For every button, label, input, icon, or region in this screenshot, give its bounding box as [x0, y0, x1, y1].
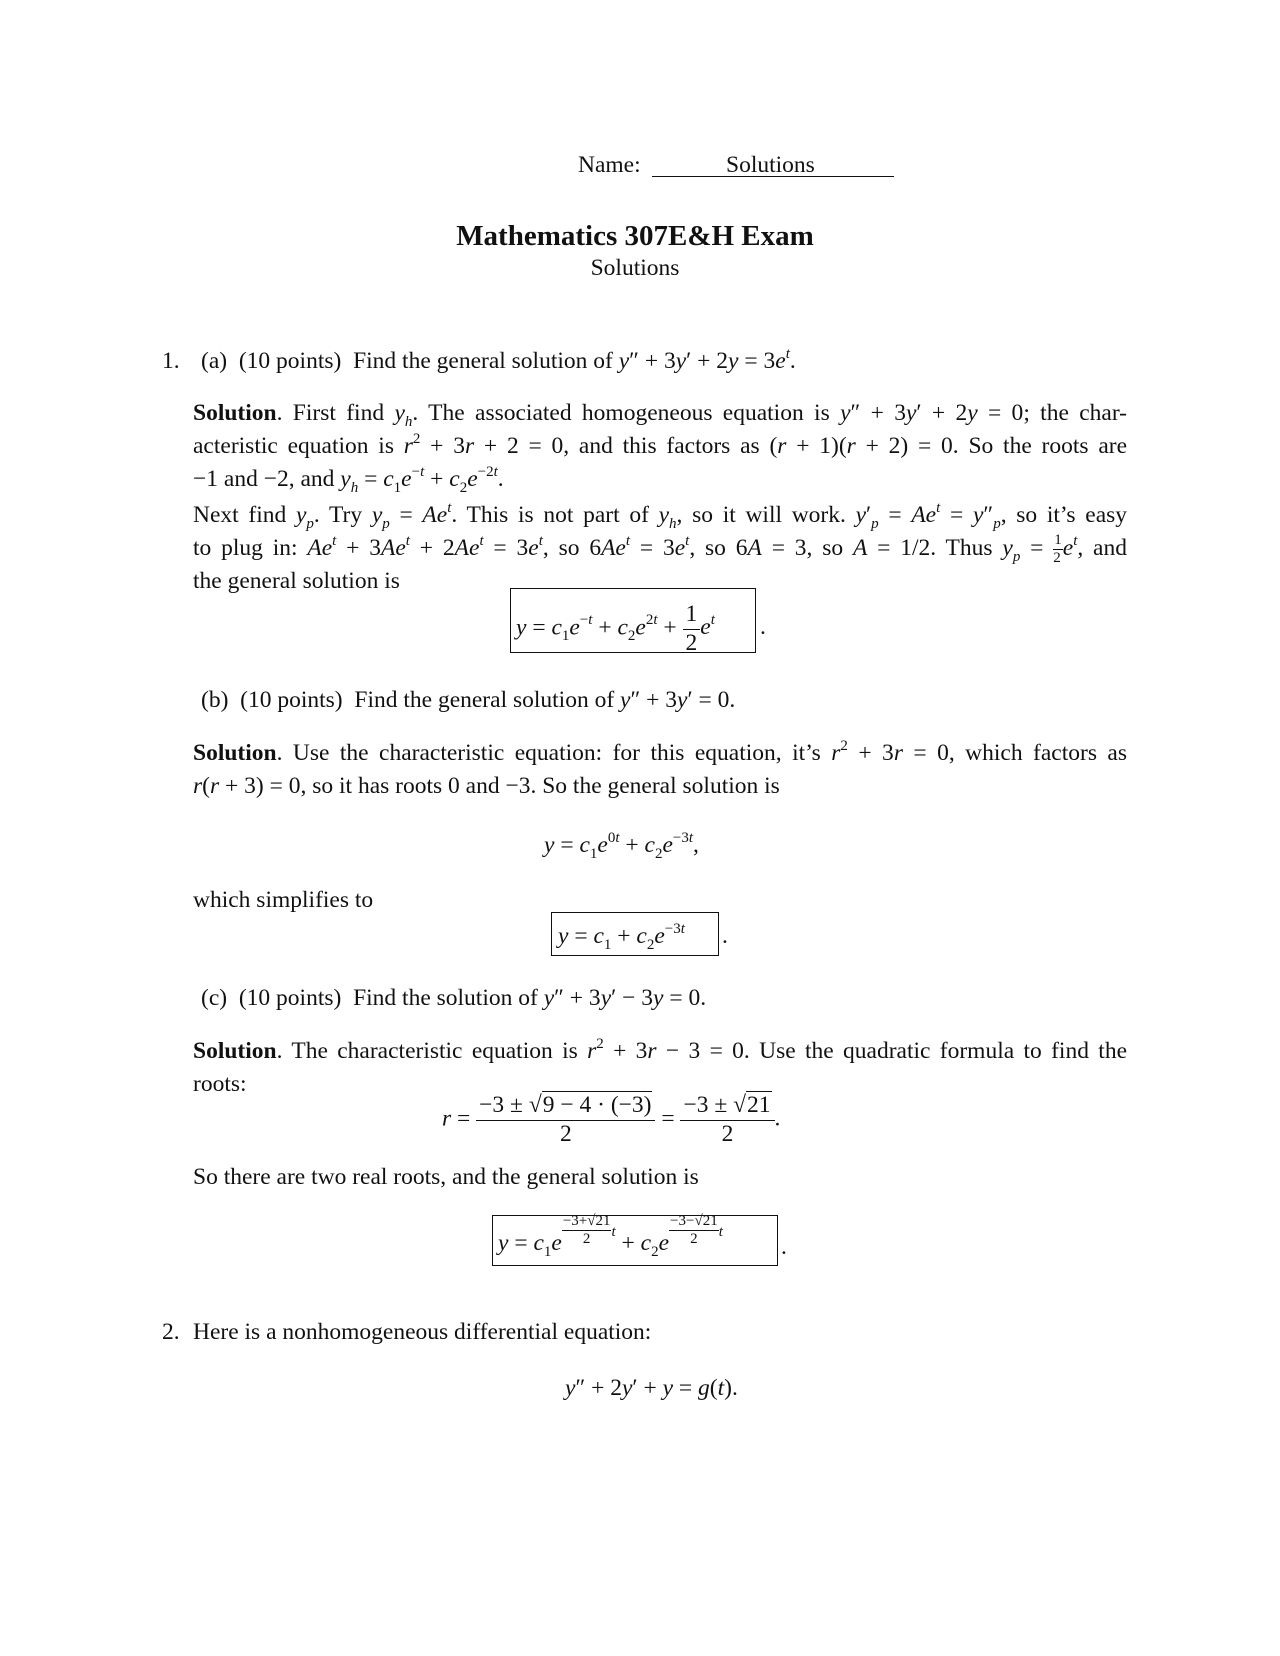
q1c-quadratic-formula: r = $\frac{-3 \pm √9 - 4 \cdot (-3)}{2}$ = $\frac{-3 \pm √21}{2}$ . — [442, 1092, 781, 1147]
q1b-prompt: Find the general solution of — [354, 687, 615, 713]
q1a-text: , so — [689, 535, 726, 561]
q1a-text: , so it will work. — [676, 502, 846, 528]
q1c-answer: $y = c_1e$ $\frac{-3+√21}{2}$ $t + c_2e$ $\frac{-3-√21}{2}$ t — [498, 1213, 723, 1260]
q1b-text: , so it has roots 0 and — [300, 773, 500, 799]
q1a-text: Next find — [193, 502, 287, 528]
q1b-answer: $y = c_1 + c_2e^{-3t}$ — [558, 921, 685, 953]
q1b-prompt-line: (b) (10 points) Find the general solution of y″ + 3y′ = 0. — [201, 687, 736, 713]
q1c-text: roots: — [193, 1071, 247, 1097]
q1a-answer: $y = c_1e^{-t} + c_2e^{2t}$ + $\frac{1}{2}$ $e^t$ — [516, 601, 715, 656]
q1a-text: , so it’s easy — [1000, 502, 1128, 528]
q1a-text: , so — [542, 535, 580, 561]
q1a-text: the general solution is — [193, 568, 400, 595]
q1c-label: (c) — [201, 985, 228, 1011]
q1c-solution: Solution. The characteristic equation is $r^2 + 3r - 3 = 0$. Use the quadratic formula to find the roots: — [193, 1036, 1128, 1097]
q1a-label: (a) — [201, 348, 228, 374]
q1a-text: , and this factors as — [563, 433, 760, 459]
q1b-text: . So the general solution is — [530, 773, 780, 799]
question-1-number: 1. — [162, 348, 180, 374]
q2-equation: y″ + 2y′ + y = g(t). — [565, 1375, 738, 1401]
q1a-text: . First find — [276, 400, 385, 426]
q1b-solution-label: Solution — [193, 740, 277, 766]
q1c-text: . Use the quadratic formula to find the — [743, 1038, 1128, 1064]
q1c-answer-period: . — [781, 1234, 787, 1260]
q1b-points: (10 points) — [240, 687, 343, 713]
q1c-prompt: Find the solution of — [353, 985, 538, 1011]
q1a-text: acteristic equation is — [193, 433, 394, 459]
q1a-text: , and — [1077, 535, 1127, 561]
q1c-points: (10 points) — [238, 985, 342, 1011]
q1c-text: . The characteristic equation is — [276, 1038, 578, 1064]
q1a-text: , so — [806, 535, 844, 561]
q1a-points: (10 points) — [238, 348, 342, 374]
page-title: Mathematics 307E&H Exam — [456, 220, 814, 252]
q1a-text: . So the roots are — [952, 433, 1128, 459]
q1a-text: ; the char- — [1023, 400, 1128, 426]
q1a-prompt: Find the general solution of — [353, 348, 613, 374]
q1c-prompt-line: (c) (10 points) Find the solution of y″ + 3y′ − 3y = 0. — [201, 985, 707, 1011]
q1a-answer-period: . — [760, 614, 766, 640]
q1a-text: . The associated homogeneous equation is — [412, 400, 830, 426]
q1b-simplifies-text: which simplifies to — [193, 887, 374, 913]
q1a-text: . Thus — [930, 535, 993, 561]
q1a-solution: Solution. First find $y_h$. The associated homogeneous equation is y″ + 3y′ + 2y = 0; the char- acteristic equation is $r^2 + 3r + 2 = 0$, and this factors as (r + 1)(r + 2) = 0. So the roots are −1 and −2, and $y_h = c_1e^{-t} + c_2e^{-2t}$. Next find $y_p$. Try $y_p = Ae^t$. This is not part of $y_h$, so it will work. $y'_p = Ae^t = y''_p$, so it’s easy to plug in: $Ae^t + 3Ae^t + 2Ae^t = 3e^t$, so $6Ae^t = 3e^t$, so 6A = 3, so A = 1/2. Thus $y_p$ = $\frac{1}{2}$ $e^t$, and the general solution is — [193, 400, 1128, 595]
q1b-answer-period: . — [722, 923, 728, 949]
name-label: Name: — [578, 152, 641, 178]
q1c-two-roots-text: So there are two real roots, and the general solution is — [193, 1164, 699, 1190]
q1a-text: and — [223, 466, 258, 492]
q1a-text: . Try — [313, 502, 363, 528]
q1b-text: . Use the characteristic equation: for this equation, it’s — [276, 740, 821, 766]
q1b-label: (b) — [201, 687, 229, 713]
q1b-text: , which factors as — [948, 740, 1127, 766]
q1a-text: . This is not part of — [451, 502, 649, 528]
q1b-general-eq: $y = c_1e^{0t} + c_2e^{-3t}$, — [544, 830, 699, 862]
q1a-text: to plug in: — [193, 535, 298, 561]
q1b-solution: Solution. Use the characteristic equation: for this equation, it’s $r^2 + 3r = 0$, which factors as r(r + 3) = 0, so it has roots 0 and −3. So the general solution is — [193, 738, 1127, 799]
question-2-number: 2. — [162, 1319, 180, 1345]
page-subtitle: Solutions — [590, 255, 680, 281]
q1a-prompt-line: (a) (10 points) Find the general solution of $y'' + 3y' + 2y = 3e^t$. — [201, 346, 796, 374]
q1c-solution-label: Solution — [193, 1038, 277, 1064]
q1a-solution-label: Solution — [193, 400, 277, 426]
name-value: Solutions — [726, 152, 815, 178]
q1a-text: , and — [288, 466, 335, 492]
q2-prompt: Here is a nonhomogeneous differential equation: — [193, 1319, 652, 1345]
